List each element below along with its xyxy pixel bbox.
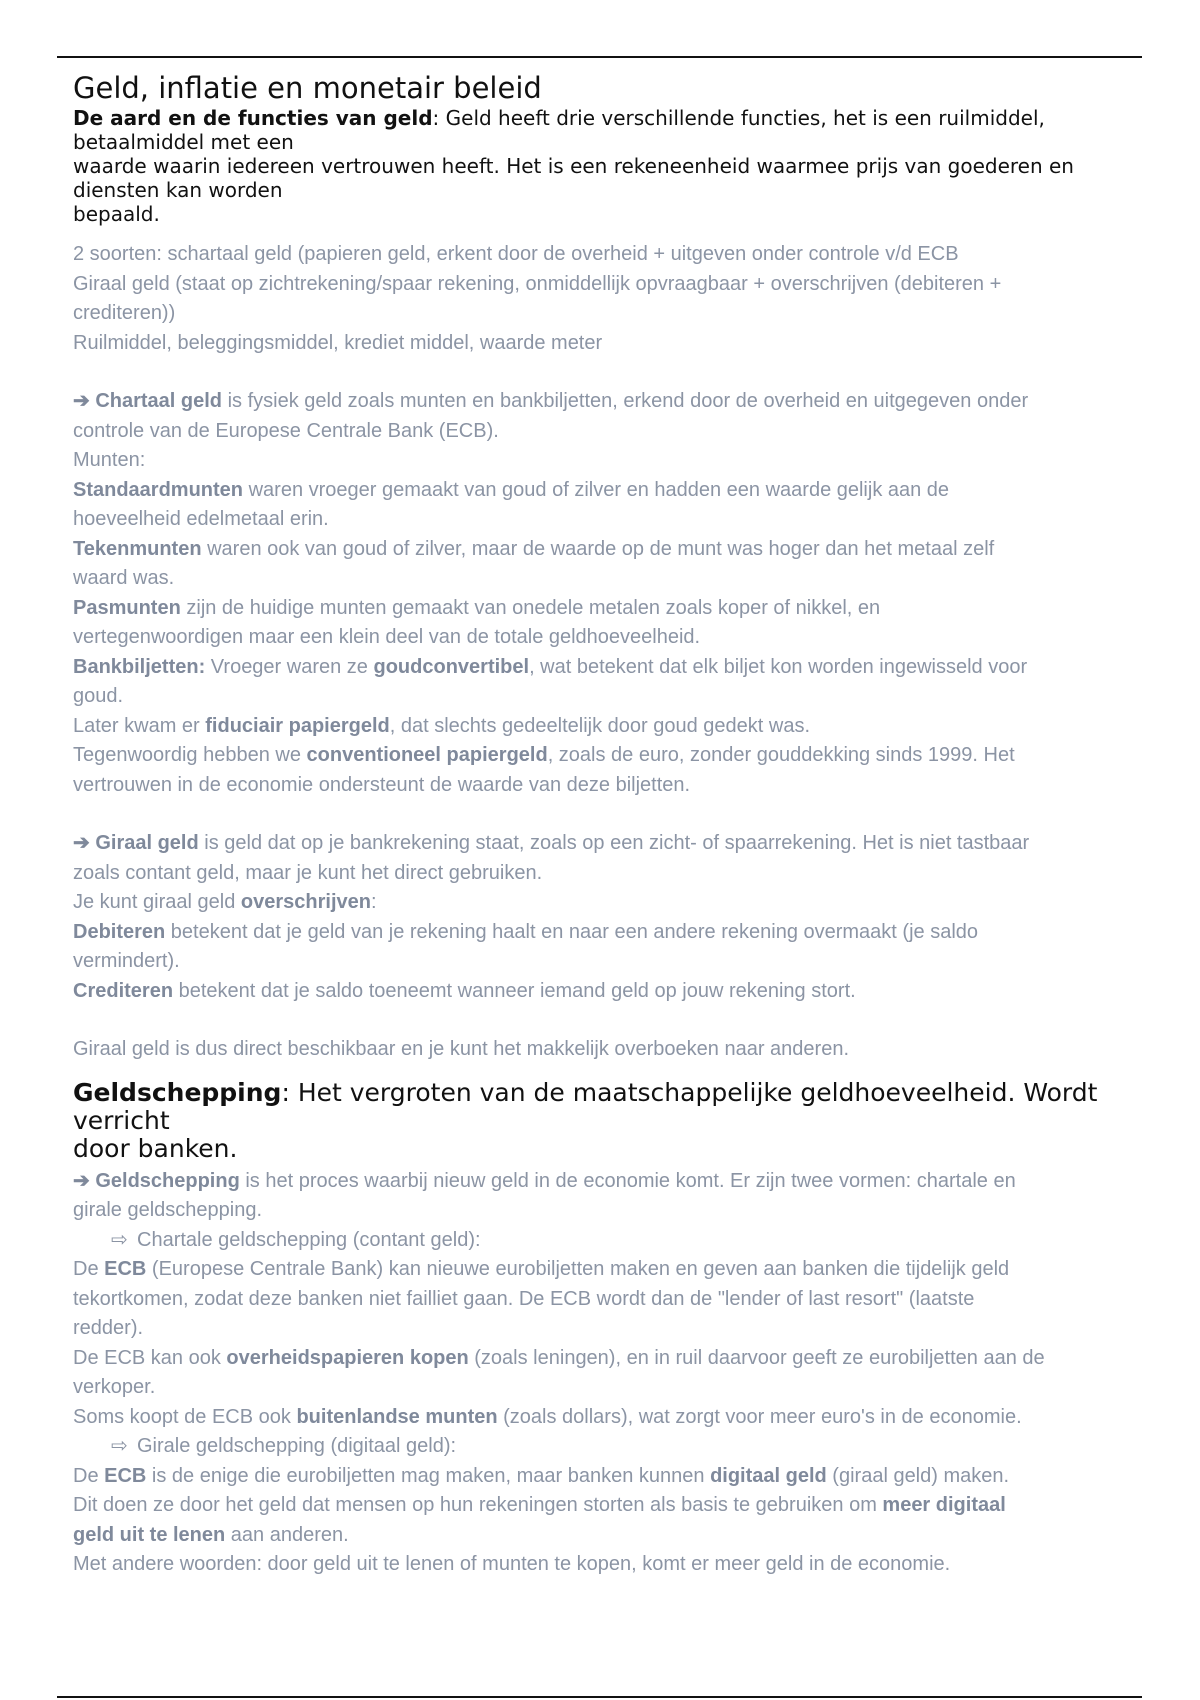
text-line: redder). (73, 1317, 144, 1339)
text-line (73, 535, 1168, 565)
term-crediteren: Crediteren (73, 979, 174, 1002)
text: is fysiek geld zoals munten en bankbiljetten, erkend door de overheid en uitgegeven onder (222, 390, 1029, 412)
text: Girale geldschepping (digitaal geld): (137, 1435, 457, 1457)
text: betekent dat je geld van je rekening haalt en naar een andere rekening overmaakt (je saldo (165, 920, 979, 943)
soorten-line: Giraal geld (staat op zichtrekening/spaar rekening, onmiddellijk opvraagbaar + overschrijven (debiteren + (73, 272, 1002, 295)
text-line (73, 594, 1168, 624)
text-line: goud. (73, 685, 124, 707)
term-geld-uitlenen: geld uit te lenen (73, 1523, 226, 1546)
term-ecb: ECB (104, 1464, 147, 1487)
soorten-line: 2 soorten: schartaal geld (papieren geld, erkent door de overheid + uitgeven onder controle v/d ECB (73, 243, 959, 265)
text-line (73, 1521, 1168, 1551)
page-title: Geld, inflatie en monetair beleid (73, 71, 542, 105)
text-line (73, 977, 1168, 1007)
text-line (73, 1462, 1168, 1492)
text-line (73, 653, 1168, 683)
term-overheidspapieren: overheidspapieren kopen (226, 1346, 469, 1369)
text-line: hoeveelheid edelmetaal erin. (73, 508, 329, 530)
text: Chartale geldschepping (contant geld): (137, 1228, 481, 1251)
text: (Europese Centrale Bank) kan nieuwe eurobiljetten maken en geven aan banken die tijdelijk geld (146, 1258, 1010, 1280)
document-page (73, 70, 1168, 1580)
text: De ECB kan ook (73, 1346, 227, 1369)
bottom-rule (57, 1696, 1142, 1698)
arrow-right-icon: ➔ (73, 832, 90, 854)
text-line (73, 1255, 1168, 1285)
text: Dit doen ze door het geld dat mensen op hun rekeningen storten als basis te gebruiken om (73, 1494, 883, 1516)
giraal-intro (73, 829, 1168, 859)
text: Je kunt giraal geld (73, 891, 241, 913)
subheading-chartale (73, 1226, 1168, 1256)
text-line: verkoper. (73, 1376, 156, 1398)
text: is geld dat op je bankrekening staat, zoals op een zicht- of spaarrekening. Het is niet tastbaar (198, 832, 1030, 854)
term-pasmunten: Pasmunten (73, 596, 181, 619)
soorten-line: crediteren)) (73, 302, 176, 324)
text-line: zoals contant geld, maar je kunt het direct gebruiken. (73, 861, 543, 884)
term-buitenlandse-munten: buitenlandse munten (296, 1405, 498, 1428)
text: Later kwam er (73, 714, 206, 737)
munten-label: Munten: (73, 449, 146, 471)
intro-text: diensten kan worden (73, 178, 283, 202)
arrow-right-icon: ➔ (73, 1169, 90, 1192)
text-line (73, 918, 1168, 948)
term-geldschepping: Geldschepping (95, 1169, 240, 1192)
text: , dat slechts gedeeltelijk door goud gedekt was. (389, 714, 811, 737)
text: is het proces waarbij nieuw geld in de economie komt. Er zijn twee vormen: chartale en (239, 1169, 1016, 1192)
text-line: tekortkomen, zodat deze banken niet failliet gaan. De ECB wordt dan de "lender of last resort" (laatste (73, 1287, 975, 1310)
geldschepping-intro (73, 1167, 1168, 1197)
text: is de enige die eurobiljetten mag maken, maar banken kunnen (146, 1464, 711, 1487)
outline-arrow-icon: ⇨ (111, 1435, 128, 1457)
text: aan anderen. (225, 1523, 349, 1546)
geldschepping-notes (73, 1167, 1168, 1580)
arrow-right-icon: ➔ (73, 390, 90, 412)
giraal-summary: Giraal geld is dus direct beschikbaar en je kunt het makkelijk overboeken naar anderen. (73, 1038, 849, 1060)
text: Soms koopt de ECB ook (73, 1405, 297, 1428)
text-line (73, 888, 1168, 918)
heading-term: Geldschepping (73, 1077, 282, 1107)
term-bankbiljetten: Bankbiljetten: (73, 655, 206, 678)
text: zijn de huidige munten gemaakt van onedele metalen zoals koper of nikkel, en (180, 596, 881, 619)
intro-paragraph (73, 106, 1168, 226)
text: waren vroeger gemaakt van goud of zilver en hadden een waarde gelijk aan de (243, 478, 950, 501)
intro-text: bepaald. (73, 202, 160, 226)
text-line (73, 712, 1168, 742)
text: waren ook van goud of zilver, maar de waarde op de munt was hoger dan het metaal zelf (201, 537, 995, 560)
intro-label: De aard en de functies van geld (73, 106, 433, 130)
text: , zoals de euro, zonder gouddekking sinds 1999. Het (547, 744, 1015, 766)
top-rule (57, 56, 1142, 58)
text: Tegenwoordig hebben we (73, 744, 307, 766)
text-line (73, 476, 1168, 506)
text: : (370, 891, 377, 913)
soorten-line: Ruilmiddel, beleggingsmiddel, krediet middel, waarde meter (73, 331, 603, 354)
term-goudconvertibel: goudconvertibel (373, 655, 530, 678)
text: (zoals leningen), en in ruil daarvoor geeft ze eurobiljetten aan de (468, 1346, 1045, 1369)
heading-text: door banken. (73, 1133, 238, 1163)
text: betekent dat je saldo toeneemt wanneer iemand geld op jouw rekening stort. (173, 979, 856, 1002)
text-line: vermindert). (73, 950, 180, 972)
term-digitaal-geld: digitaal geld (710, 1464, 827, 1487)
text-line (73, 741, 1168, 771)
outline-arrow-icon: ⇨ (111, 1228, 128, 1251)
text: (zoals dollars), wat zorgt voor meer euro's in de economie. (497, 1405, 1022, 1428)
intro-text: waarde waarin iedereen vertrouwen heeft. Het is een rekeneenheid waarmee prijs van goederen en (73, 154, 1074, 178)
text: , wat betekent dat elk biljet kon worden ingewisseld voor (529, 655, 1028, 678)
term-chartaal: Chartaal geld (95, 390, 223, 412)
text-line: girale geldschepping. (73, 1199, 263, 1221)
text: De (73, 1258, 105, 1280)
text-line: waard was. (73, 567, 175, 589)
intro-text: betaalmiddel met een (73, 130, 294, 154)
text-line (73, 1344, 1168, 1374)
text: (giraal geld) maken. (826, 1464, 1010, 1487)
text-line: vertegenwoordigen maar een klein deel van de totale geldhoeveelheid. (73, 626, 701, 648)
heading-text: : Het vergroten van de maatschappelijke geldhoeveelheid. Wordt verricht (73, 1077, 1098, 1135)
text-line: Met andere woorden: door geld uit te lenen of munten te kopen, komt er meer geld in de economie. (73, 1553, 951, 1575)
subheading-girale (73, 1432, 1168, 1462)
text: De (73, 1464, 105, 1487)
term-giraal: Giraal geld (95, 832, 199, 854)
text: Vroeger waren ze (205, 655, 374, 678)
text-line (73, 1403, 1168, 1433)
section-heading-geldschepping (73, 1079, 1168, 1163)
chartaal-intro (73, 387, 1168, 417)
term-debiteren: Debiteren (73, 920, 166, 943)
term-meer-digitaal: meer digitaal (882, 1494, 1006, 1516)
term-tekenmunten: Tekenmunten (73, 537, 202, 560)
body-notes (73, 240, 1168, 1065)
term-ecb: ECB (104, 1258, 147, 1280)
term-standaardmunten: Standaardmunten (73, 478, 244, 501)
term-conventioneel: conventioneel papiergeld (306, 744, 548, 766)
text-line: controle van de Europese Centrale Bank (ECB). (73, 419, 499, 442)
term-fiduciair: fiduciair papiergeld (205, 714, 390, 737)
text-line (73, 1491, 1168, 1521)
text-line: vertrouwen in de economie ondersteunt de waarde van deze biljetten. (73, 773, 691, 796)
intro-text: : Geld heeft drie verschillende functies, het is een ruilmiddel, (432, 106, 1045, 130)
term-overschrijven: overschrijven (240, 891, 371, 913)
